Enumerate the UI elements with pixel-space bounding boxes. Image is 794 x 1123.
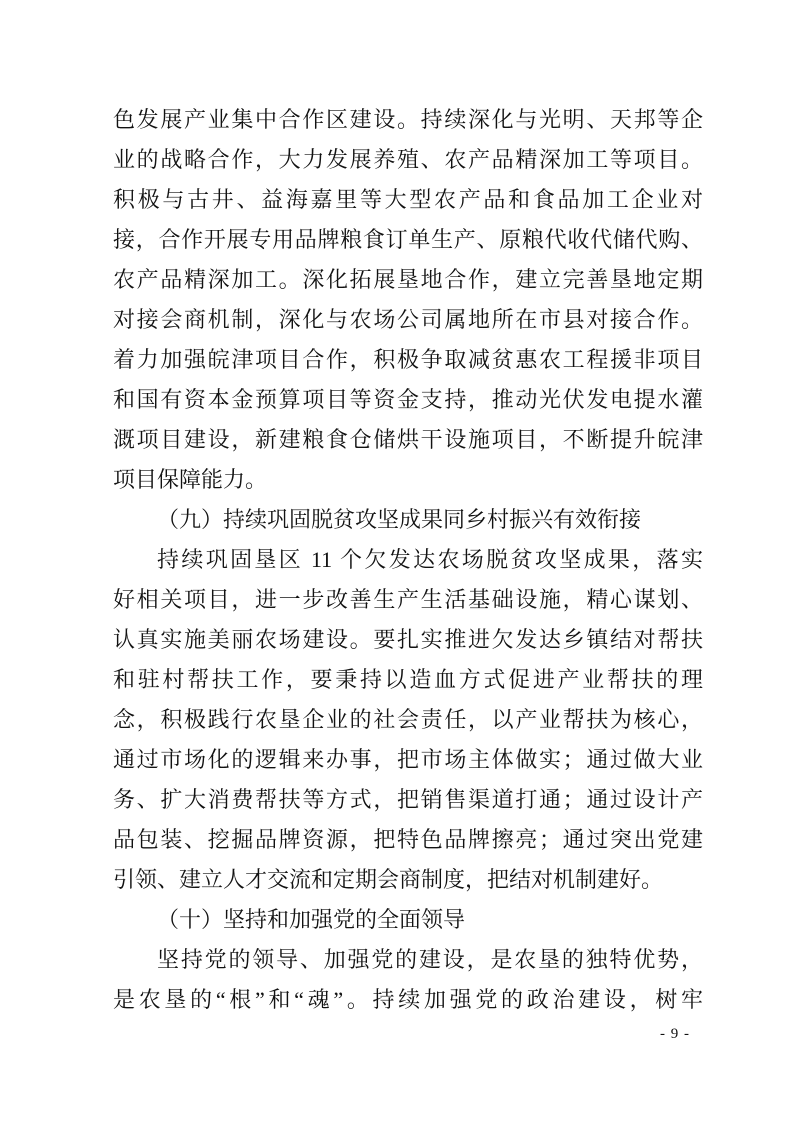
body-line: 接，合作开展专用品牌粮食订单生产、原粮代收代储代购、: [113, 227, 703, 252]
body-line: 业的战略合作，大力发展养殖、农产品精深加工等项目。: [113, 147, 703, 172]
section-heading-nine: （九）持续巩固脱贫攻坚成果同乡村振兴有效衔接: [157, 507, 642, 532]
body-line: 对接会商机制，深化与农场公司属地所在市县对接合作。: [113, 307, 703, 332]
body-line: 色发展产业集中合作区建设。持续深化与光明、天邦等企: [113, 107, 703, 132]
body-line: 和国有资本金预算项目等资金支持，推动光伏发电提水灌: [113, 387, 703, 412]
body-line: 和驻村帮扶工作，要秉持以造血方式促进产业帮扶的理: [113, 667, 703, 692]
body-line: 好相关项目，进一步改善生产生活基础设施，精心谋划、: [113, 587, 703, 612]
body-line: 溉项目建设，新建粮食仓储烘干设施项目，不断提升皖津: [113, 427, 703, 452]
body-line: 积极与古井、益海嘉里等大型农产品和食品加工企业对: [113, 187, 703, 212]
body-line: 通过市场化的逻辑来办事，把市场主体做实；通过做大业: [113, 747, 703, 772]
body-line: 务、扩大消费帮扶等方式，把销售渠道打通；通过设计产: [113, 787, 703, 812]
body-line: 坚持党的领导、加强党的建设，是农垦的独特优势，: [157, 947, 703, 972]
paragraph-last-line: 引领、建立人才交流和定期会商制度，把结对机制建好。: [113, 867, 664, 892]
body-line: 持续巩固垦区 11 个欠发达农场脱贫攻坚成果，落实: [157, 547, 703, 572]
body-line: 品包装、挖掘品牌资源，把特色品牌擦亮；通过突出党建: [113, 827, 703, 852]
document-body: [113, 100, 703, 1020]
page-number: - 9 -: [660, 1026, 690, 1042]
body-line: 念，积极践行农垦企业的社会责任，以产业帮扶为核心，: [113, 707, 703, 732]
body-line: 农产品精深加工。深化拓展垦地合作，建立完善垦地定期: [113, 267, 703, 292]
paragraph-last-line: 项目保障能力。: [113, 467, 268, 492]
body-line: 着力加强皖津项目合作，积极争取减贫惠农工程援非项目: [113, 347, 703, 372]
body-line: 认真实施美丽农场建设。要扎实推进欠发达乡镇结对帮扶: [113, 627, 703, 652]
body-line: 是农垦的“根”和“魂”。持续加强党的政治建设，树牢: [113, 987, 703, 1012]
section-heading-ten: （十）坚持和加强党的全面领导: [157, 907, 466, 932]
